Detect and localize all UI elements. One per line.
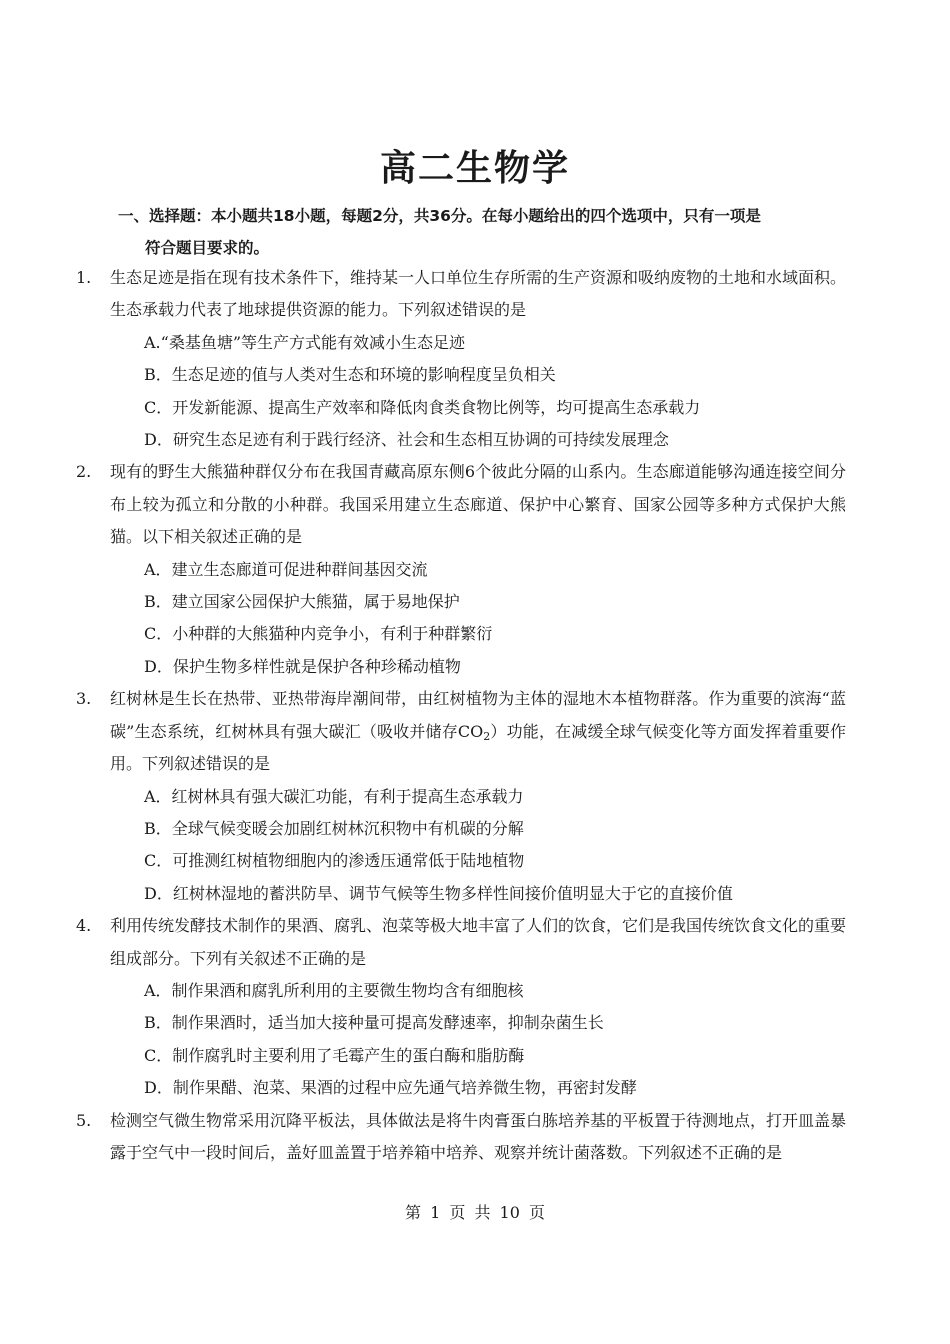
option-b: B．全球气候变暖会加剧红树林沉积物中有机碳的分解: [144, 818, 524, 838]
question-4: [76, 910, 846, 1104]
option-a: A．建立生态廊道可促进种群间基因交流: [144, 559, 428, 579]
section-heading-line2: 符合题目要求的。: [145, 239, 270, 257]
question-number: 2.: [76, 462, 92, 482]
question-stem: [110, 683, 846, 780]
question-3: [76, 683, 846, 910]
document-title: 高二生物学: [379, 148, 570, 189]
option-d: D．制作果醋、泡菜、果酒的过程中应先通气培养微生物，再密封发酵: [144, 1078, 637, 1098]
option-c: C．制作腐乳时主要利用了毛霉产生的蛋白酶和脂肪酶: [144, 1045, 525, 1065]
question-stem: 利用传统发酵技术制作的果酒、腐乳、泡菜等极大地丰富了人们的饮食，它们是我国传统饮食文化的重要组成部分。下列有关叙述不正确的是: [110, 916, 847, 968]
option-d: D．保护生物多样性就是保护各种珍稀动植物: [144, 656, 461, 676]
question-stem: 检测空气微生物常采用沉降平板法，具体做法是将牛肉膏蛋白胨培养基的平板置于待测地点，打开皿盖暴露于空气中一段时间后，盖好皿盖置于培养箱中培养、观察并统计菌落数。下列叙述不正确的是: [110, 1110, 847, 1162]
option-c: C．开发新能源、提高生产效率和降低肉食类食物比例等，均可提高生态承载力: [144, 397, 701, 417]
co2-subscript: 2: [483, 729, 491, 743]
option-c: C．可推测红树植物细胞内的渗透压通常低于陆地植物: [144, 851, 525, 871]
question-5: [76, 1105, 846, 1170]
question-number: 3.: [76, 689, 92, 709]
option-b: B．建立国家公园保护大熊猫，属于易地保护: [144, 592, 460, 612]
section-heading-line1: 一、选择题：本小题共18小题，每题2分，共36分。在每小题给出的四个选项中，只有一项是: [118, 207, 761, 225]
option-b: B．制作果酒时，适当加大接种量可提高发酵速率，抑制杂菌生长: [144, 1013, 604, 1033]
option-c: C．小种群的大熊猫种内竞争小，有利于种群繁衍: [144, 624, 493, 644]
page-number-footer: 第 1 页 共 10 页: [405, 1203, 545, 1222]
option-d: D．红树林湿地的蓄洪防旱、调节气候等生物多样性间接价值明显大于它的直接价值: [144, 883, 733, 903]
question-number: 4.: [76, 916, 92, 936]
option-a: A．红树林具有强大碳汇功能，有利于提高生态承载力: [144, 786, 524, 806]
question-1: [76, 262, 846, 456]
question-stem: 生态足迹是指在现有技术条件下，维持某一人口单位生存所需的生产资源和吸纳废物的土地和水域面积。生态承载力代表了地球提供资源的能力。下列叙述错误的是: [110, 268, 847, 320]
stem-text-after: ）功能，在减缓全球气候变化等方面发挥着重要作用。下列叙述错误的是: [110, 721, 846, 774]
stem-text-before: 红树林是生长在热带、亚热带海岸潮间带，由红树植物为主体的湿地木本植物群落。作为重要的滨海“蓝碳”生态系统，红树林具有强大碳汇（吸收并储存CO: [110, 689, 846, 741]
question-stem: 现有的野生大熊猫种群仅分布在我国青藏高原东侧6个彼此分隔的山系内。生态廊道能够沟通连接空间分布上较为孤立和分散的小种群。我国采用建立生态廊道、保护中心繁育、国家公园等多种方式保护大熊猫。以下相关叙述正确的是: [110, 462, 846, 547]
option-b: B．生态足迹的值与人类对生态和环境的影响程度呈负相关: [144, 365, 556, 385]
option-d: D．研究生态足迹有利于践行经济、社会和生态相互协调的可持续发展理念: [144, 430, 669, 450]
section-heading: [118, 200, 848, 264]
question-number: 1.: [76, 268, 92, 287]
question-number: 5.: [76, 1110, 92, 1130]
question-list: [76, 262, 846, 1169]
question-2: [76, 456, 846, 683]
option-a: A.“桑基鱼塘”等生产方式能有效减小生态足迹: [144, 332, 466, 352]
option-a: A．制作果酒和腐乳所利用的主要微生物均含有细胞核: [144, 980, 524, 1000]
